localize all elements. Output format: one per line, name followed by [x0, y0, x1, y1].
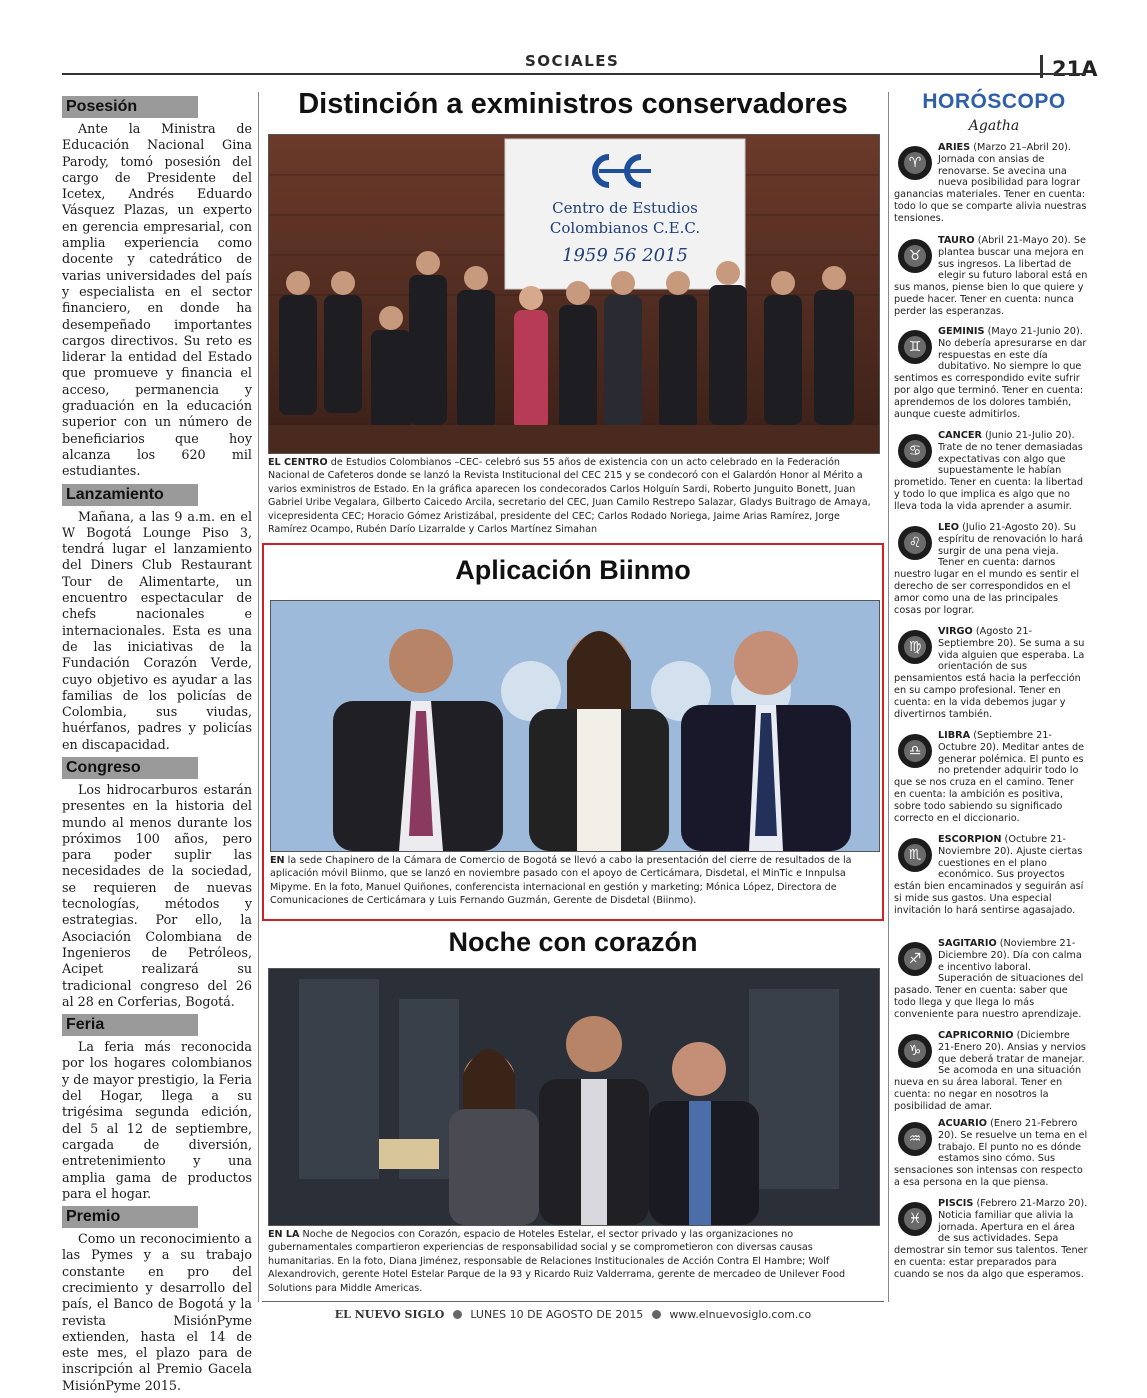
sign-name: LIBRA [938, 730, 971, 741]
bullet-icon [453, 1310, 462, 1319]
leo-icon: ♌ [898, 526, 932, 560]
brief-lanzamiento [62, 484, 252, 753]
horoscope-sign-acuario [894, 1118, 1088, 1189]
caption-text: de Estudios Colombianos –CEC- celebró sus 55 años de existencia con un acto celebrado en la Federación Nacional de Cafeteros donde se lanzó la Revista Institucional del CEC 215 y se condecoró con el Galardón Honor al Mérito a varios exministros de Estado. En la gráfica aparecen los condecorados Carlos Holguín Sardi, Roberto Junguito Bonett, Juan Gabriel Uribe Vegalara, Gilberto Caicedo Arcila, secretario del CEC, Juan Camilo Restrepo Salazar, Gladys Buitrago de Amaya, vicepresidenta CEC; Horacio Gómez Aristizábal, presidente del CEC; Carlos Rodado Noriega, Jaime Arias Ramírez, Jorge Ramírez Ocampo, Rubén Darío Lizarralde y Carlos Martínez Simahan [268, 457, 871, 536]
sign-text: (Febrero 21-Marzo 20). Noticia familiar que alivia la jornada. Apertura en el área de sus actividades. Sepa demostrar sin temor sus talentos. Tener en cuenta: estar preparados para cuando se nos da algo que esperamos. [894, 1198, 1088, 1280]
sign-text: (Junio 21-Julio 20). Trate de no tener demasiadas expectativas con algo que supuestamente le habían prometido. Tener en cuenta: la libertad y todo lo que implica es algo que no lleva toda la vida aprender a asumir. [894, 430, 1084, 512]
brief-heading: Premio [62, 1206, 198, 1228]
sign-text: (Diciembre 21-Enero 20). Ansias y nervios que deberá tratar de manejar. Se acomoda en una situación nueva en su área laboral. Tener en cuenta: no negar en nosotros la posibilidad de amar. [894, 1030, 1086, 1112]
footer-website[interactable]: www.elnuevosiglo.com.co [669, 1308, 812, 1321]
brief-body: Como un reconocimiento a las Pymes y a su trabajo constante en pro del crecimiento y desarrollo del país, el Banco de Bogotá y la revista MisiónPyme extienden, hasta el 14 de este mes, el plazo para de inscripción al Premio Gacela MisiónPyme 2015. [62, 1231, 252, 1393]
story-photo-exministros [268, 134, 880, 454]
horoscope-sign-escorpion [894, 834, 1088, 917]
caption-text: la sede Chapinero de la Cámara de Comercio de Bogotá se llevó a cabo la presentación del cierre de resultados de la aplicación móvil Biinmo, que se lanzó en noviembre pasado con el apoyo de Certicámara, Disdetal, el MinTic e Innpulsa Mipyme. En la foto, Manuel Quiñones, conferencista internacional en gestión y marketing; Mónica López, Directora de Comunicaciones de Certicámara y Luis Fernando Guzmán, Gerente de Disdetal (Biinmo). [270, 855, 852, 907]
taurus-icon: ♉ [898, 239, 932, 273]
capricorn-icon: ♑ [898, 1034, 932, 1068]
photo-biinmo-illustration [271, 601, 879, 851]
story-caption [268, 1228, 878, 1295]
banner-text-line2: Colombianos C.E.C. [549, 219, 701, 237]
sign-name: LEO [938, 522, 960, 533]
sign-text: (Abril 21-Mayo 20). Se plantea buscar una mejora en sus ingresos. La libertad de elegir su futuro laboral está en sus manos, piense bien lo que quiere y puede hacer. Tener en cuenta: nunca perder las esperanzas. [894, 235, 1088, 317]
brief-heading: Congreso [62, 757, 198, 779]
horoscope-sign-tauro [894, 235, 1088, 318]
brief-body: La feria más reconocida por los hogares colombianos y de mayor prestigio, la Feria del Hogar, llega a su trigésima segunda edición, del 5 al 12 de septiembre, cargada de diversión, entretenimiento y una amplia gama de productos para el hogar. [62, 1039, 252, 1201]
caption-lead: EN LA [268, 1229, 300, 1240]
brief-heading: Feria [62, 1014, 198, 1036]
sign-name: VIRGO [938, 626, 973, 637]
newspaper-brand: EL NUEVO SIGLO [334, 1308, 445, 1321]
sign-name: TAURO [938, 235, 975, 246]
brief-body: Ante la Ministra de Educación Nacional Gina Parody, tomó posesión del cargo de Presidente del Icetex, Andrés Eduardo Vásquez Plazas, un experto en gerencia empresarial, con amplia experiencia como docente y catedrático de varias universidades del país y especialista en el sector financiero, en donde ha desempeñado importantes cargos directivos. Su reto es liderar la entidad del Estado que promueve y financia el acceso, permanencia y graduación en la educación superior con un número de beneficiarios que hoy alcanza los 620 mil estudiantes. [62, 121, 252, 479]
horoscope-sign-piscis [894, 1198, 1088, 1281]
sign-text: (Marzo 21–Abril 20). Jornada con ansias de renovarse. Se avecina una nueva posibilidad para lograr ganancias materiales. Tener en cuenta: todo lo que se comparte alivia nuestras tensiones. [894, 142, 1087, 224]
cancer-icon: ♋ [898, 434, 932, 468]
sign-text: (Octubre 21-Noviembre 20). Ajuste ciertas cuestiones en el plano económico. Sus proyectos están bien encaminados y seguirán así si mide sus gastos. Una especial invitación lo hará sentirse agasajado. [894, 834, 1084, 916]
brief-congreso [62, 757, 252, 1010]
story-photo-noche [268, 968, 880, 1226]
caption-lead: EN [270, 855, 285, 866]
horoscope-sign-libra [894, 730, 1088, 824]
horoscope-title: HORÓSCOPO [922, 90, 1066, 113]
horoscope-sign-geminis [894, 326, 1088, 420]
brief-body: Los hidrocarburos estarán presentes en la historia del mundo al menos durante los próximos 100 años, pero para poder suplir las necesidades de la sociedad, se requieren de nuevas tecnologías, métodos y estrategias. Por ello, la Asociación Colombiana de Ingenieros de Petróleos, Acipet realizará su tradicional congreso del 26 al 28 en Corferias, Bogotá. [62, 781, 252, 1009]
brief-body: Mañana, a las 9 a.m. en el W Bogotá Lounge Piso 3, tendrá lugar el lanzamiento del Diners Club Restaurant Tour de Alimentarte, un encuentro espectacular de chefs nacionales e internacionales. Esta es una de las iniciativas de la Fundación Corazón Verde, cuyo objetivo es ayudar a las familias de los policías de Colombia, sus viudas, huérfanos, padres y policías en discapacidad. [62, 508, 252, 752]
sign-text: (Noviembre 21-Diciembre 20). Día con calma e incentivo laboral. Superación de situaciones del pasado. Tener en cuenta: saber que todo llega y que llega lo más conveniente para nuestro aprendizaje. [894, 938, 1084, 1020]
sign-text: (Mayo 21-Junio 20). No debería apresurarse en dar respuestas en este día dubitativo. No siempre lo que sentimos es correspondido evite sufrir por algo que terminó. Tener en cuenta: aprendemos de los dolores también, aunque cueste admitirlos. [894, 326, 1087, 420]
virgo-icon: ♍ [898, 630, 932, 664]
horoscope-sign-sagitario [894, 938, 1088, 1021]
story-headline: Noche con corazón [448, 927, 698, 957]
column-divider [888, 92, 889, 1302]
horoscope-author: Agatha [968, 118, 1020, 134]
horoscope-sign-cancer [894, 430, 1088, 513]
column-divider [258, 92, 259, 1302]
story-headline: Aplicación Biinmo [455, 555, 691, 585]
header-rule [62, 73, 1086, 75]
aries-icon: ♈ [898, 146, 932, 180]
sign-name: ACUARIO [938, 1118, 987, 1129]
story-caption [268, 456, 878, 536]
sign-name: ESCORPION [938, 834, 1002, 845]
brief-posesion [62, 96, 252, 480]
banner-years: 1959 56 2015 [562, 245, 688, 266]
horoscope-sign-capricornio [894, 1030, 1088, 1113]
page-number: 21A [1052, 57, 1098, 81]
gemini-icon: ♊ [898, 330, 932, 364]
story-caption [270, 854, 878, 908]
aquarius-icon: ♒ [898, 1122, 932, 1156]
briefs-column [62, 92, 252, 1398]
brief-heading: Posesión [62, 96, 198, 118]
photo-exministros-illustration [269, 135, 879, 453]
caption-lead: EL CENTRO [268, 457, 328, 468]
sign-name: SAGITARIO [938, 938, 997, 949]
sign-name: PISCIS [938, 1198, 974, 1209]
brief-premio [62, 1206, 252, 1394]
sign-name: CANCER [938, 430, 982, 441]
story-photo-biinmo [270, 600, 880, 852]
sign-name: ARIES [938, 142, 971, 153]
horoscope-sign-aries [894, 142, 1088, 225]
pisces-icon: ♓ [898, 1202, 932, 1236]
sign-name: GEMINIS [938, 326, 985, 337]
horoscope-sign-virgo [894, 626, 1088, 720]
sign-text: (Julio 21-Agosto 20). Su espíritu de renovación lo hará surgir de una pena vieja. Tener en cuenta: darnos nuestro lugar en el mundo es sentir el derecho de ser correspondidos en el amor como una de las principales cosas por lograr. [894, 522, 1084, 616]
brief-feria [62, 1014, 252, 1202]
footer-date: LUNES 10 DE AGOSTO DE 2015 [470, 1308, 644, 1321]
sagittarius-icon: ♐ [898, 942, 932, 976]
caption-text: Noche de Negocios con Corazón, espacio de Hoteles Estelar, el sector privado y las organizaciones no gubernamentales compartieron experiencias de responsabilidad social y se comprometieron con diversas causas humanitarias. En la foto, Diana Jiménez, responsable de Relaciones Institucionales de Acción Contra El Hambre; Wolf Alexandrovich, gerente Hotel Estelar Parque de la 93 y Ricardo Ruiz Valderrama, gerente de mercadeo de Unilever Food Solutions para Middle Americas. [268, 1229, 846, 1294]
section-label: SOCIALES [525, 52, 620, 70]
sign-text: (Septiembre 21-Octubre 20). Meditar antes de generar polémica. El punto es no pretender adquirir todo lo que se nos cruza en el camino. Tener en cuenta: la ambición es positiva, sobre todo sabiendo su significado correcto en el diccionario. [894, 730, 1085, 824]
sign-name: CAPRICORNIO [938, 1030, 1014, 1041]
photo-noche-illustration [269, 969, 879, 1225]
sign-text: (Enero 21-Febrero 20). Se resuelve un tema en el trabajo. El punto no es dónde estamos sino cómo. Sus sensaciones son intensas con respecto a esa persona en la que piensa. [894, 1118, 1088, 1188]
story-headline: Distinción a exministros conservadores [298, 88, 848, 120]
brief-heading: Lanzamiento [62, 484, 198, 506]
bullet-icon [652, 1310, 661, 1319]
libra-icon: ♎ [898, 734, 932, 768]
horoscope-sign-leo [894, 522, 1088, 616]
page-footer [262, 1308, 884, 1321]
banner-text-line1: Centro de Estudios [552, 199, 698, 217]
footer-rule [262, 1301, 884, 1302]
sign-text: (Agosto 21-Septiembre 20). Se suma a su vida alguien que esperaba. La orientación de sus pensamientos está hacia la perfección en su campo profesional. Tener en cuenta: en la vida debemos jugar y divertirnos también. [894, 626, 1085, 720]
scorpio-icon: ♏ [898, 838, 932, 872]
